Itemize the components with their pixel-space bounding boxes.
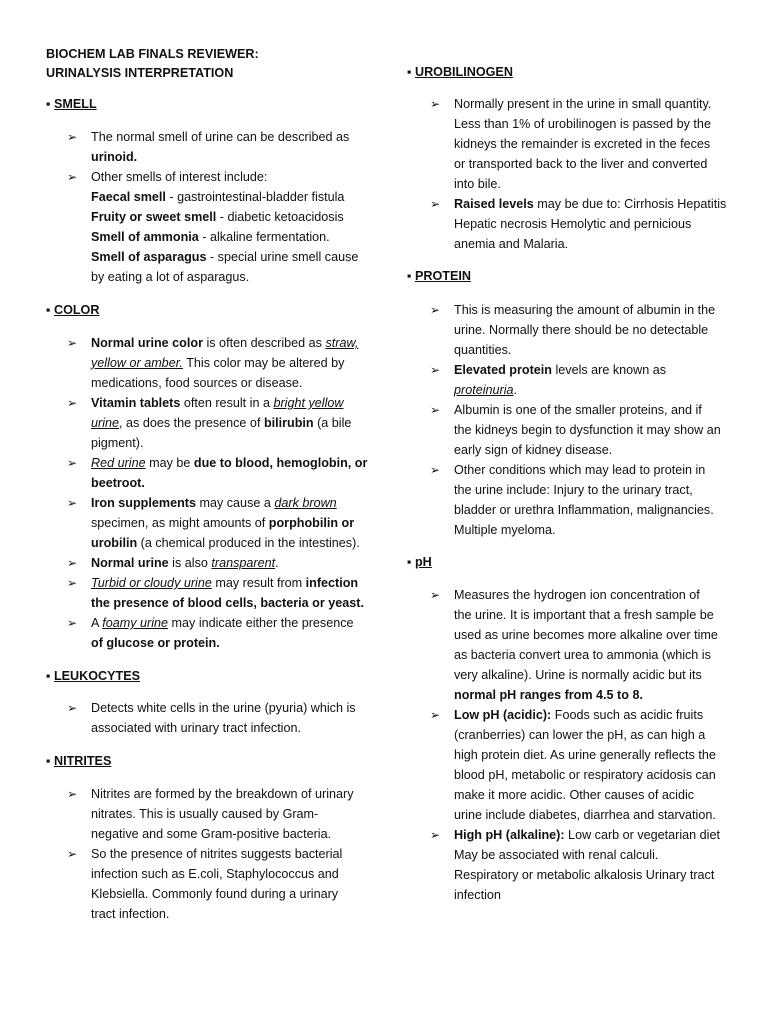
list-item: ➢ Vitamin tablets often result in a bright yellow urine, as does the presence of bilirubin (a bile pigment). [67,393,377,453]
bullet-icon: ▪ [46,303,51,317]
list-item: ➢ Raised levels may be due to: Cirrhosis Hepatitis Hepatic necrosis Hemolytic and pernicious anemia and Malaria. [430,194,740,254]
arrow-bullet-icon: ➢ [430,463,441,477]
arrow-bullet-icon: ➢ [430,197,441,211]
arrow-bullet-icon: ➢ [67,576,78,590]
list-item: ➢ Low pH (acidic): Foods such as acidic fruits (cranberries) can lower the pH, as can high a high protein diet. As urine generally reflects the blood pH, metabolic or respiratory acidosis can make it more acidic. Other causes of acidic urine include diabetes, diarrhea and starvation. [430,705,740,825]
bullet-icon: ▪ [46,669,51,683]
arrow-bullet-icon: ➢ [67,701,78,715]
leukocytes-list [67,698,377,738]
ph-list [430,585,740,905]
list-item: ➢ Normally present in the urine in small quantity. Less than 1% of urobilinogen is passed by the kidneys the remainder is excreted in the feces or transported back to the liver and converted into bile. [430,94,740,194]
arrow-bullet-icon: ➢ [67,130,78,144]
section-heading-leukocytes: ▪ LEUKOCYTES [46,669,141,683]
list-item: ➢ Normal urine is also transparent. [67,553,377,573]
arrow-bullet-icon: ➢ [67,787,78,801]
arrow-bullet-icon: ➢ [430,708,441,722]
arrow-bullet-icon: ➢ [430,588,441,602]
title-line-1: BIOCHEM LAB FINALS REVIEWER: [46,47,259,61]
bullet-icon: ▪ [46,754,51,768]
list-item: ➢ Other conditions which may lead to protein in the urine include: Injury to the urinary tract, bladder or urethra Inflammation, malignancies. Multiple myeloma. [430,460,740,540]
arrow-bullet-icon: ➢ [430,403,441,417]
arrow-bullet-icon: ➢ [430,828,441,842]
list-item: ➢ Other smells of interest include: Faecal smell - gastrointestinal-bladder fistula Fruity or sweet smell - diabetic ketoacidosis Smell of ammonia - alkaline fermentation. Smell of asparagus - special urine smell cause by eating a lot of asparagus. [67,167,377,287]
list-item: ➢ So the presence of nitrites suggests bacterial infection such as E.coli, Staphylococcus and Klebsiella. Commonly found during a urinary tract infection. [67,844,377,924]
arrow-bullet-icon: ➢ [67,456,78,470]
list-item: ➢ Red urine may be due to blood, hemoglobin, or beetroot. [67,453,377,493]
list-item: ➢ Elevated protein levels are known as proteinuria. [430,360,740,400]
arrow-bullet-icon: ➢ [67,556,78,570]
list-item: ➢ Normal urine color is often described as straw, yellow or amber. This color may be altered by medications, food sources or disease. [67,333,377,393]
list-item: ➢ A foamy urine may indicate either the presence of glucose or protein. [67,613,377,653]
arrow-bullet-icon: ➢ [67,847,78,861]
color-list [67,333,377,653]
arrow-bullet-icon: ➢ [67,396,78,410]
arrow-bullet-icon: ➢ [67,616,78,630]
section-heading-urobilinogen: ▪ UROBILINOGEN [407,65,513,79]
list-item: ➢ Nitrites are formed by the breakdown of urinary nitrates. This is usually caused by Gram- negative and some Gram-positive bacteria. [67,784,377,844]
bullet-icon: ▪ [407,555,412,569]
list-item: ➢ Measures the hydrogen ion concentration of the urine. It is important that a fresh sample be used as urine becomes more alkaline over time as bacteria convert urea to ammonia (which is very alkaline). Urine is normally acidic but its normal pH ranges from 4.5 to 8. [430,585,740,705]
smell-list [67,127,377,287]
section-heading-color: ▪ COLOR [46,303,100,317]
section-heading-nitrites: ▪ NITRITES [46,754,112,768]
arrow-bullet-icon: ➢ [67,170,78,184]
arrow-bullet-icon: ➢ [430,97,441,111]
section-heading-protein: ▪ PROTEIN [407,269,471,283]
arrow-bullet-icon: ➢ [67,496,78,510]
bullet-icon: ▪ [407,65,412,79]
list-item: ➢ High pH (alkaline): Low carb or vegetarian diet May be associated with renal calculi. Respiratory or metabolic alkalosis Urinary tract infection [430,825,740,905]
list-item: ➢ Turbid or cloudy urine may result from infection the presence of blood cells, bacteria or yeast. [67,573,377,613]
urobilinogen-list [430,94,740,254]
protein-list [430,300,740,540]
section-heading-smell: ▪ SMELL [46,97,97,111]
section-heading-ph: ▪ pH [407,555,432,569]
arrow-bullet-icon: ➢ [430,363,441,377]
bullet-icon: ▪ [46,97,51,111]
list-item: ➢ Detects white cells in the urine (pyuria) which is associated with urinary tract infection. [67,698,377,738]
title-line-2: URINALYSIS INTERPRETATION [46,66,234,80]
nitrites-list [67,784,377,924]
list-item: ➢ Albumin is one of the smaller proteins, and if the kidneys begin to dysfunction it may show an early sign of kidney disease. [430,400,740,460]
list-item: ➢ This is measuring the amount of albumin in the urine. Normally there should be no detectable quantities. [430,300,740,360]
bullet-icon: ▪ [407,269,412,283]
arrow-bullet-icon: ➢ [430,303,441,317]
list-item: ➢ The normal smell of urine can be described as urinoid. [67,127,377,167]
arrow-bullet-icon: ➢ [67,336,78,350]
document-title [46,45,259,83]
list-item: ➢ Iron supplements may cause a dark brown specimen, as might amounts of porphobilin or urobilin (a chemical produced in the intestines). [67,493,377,553]
